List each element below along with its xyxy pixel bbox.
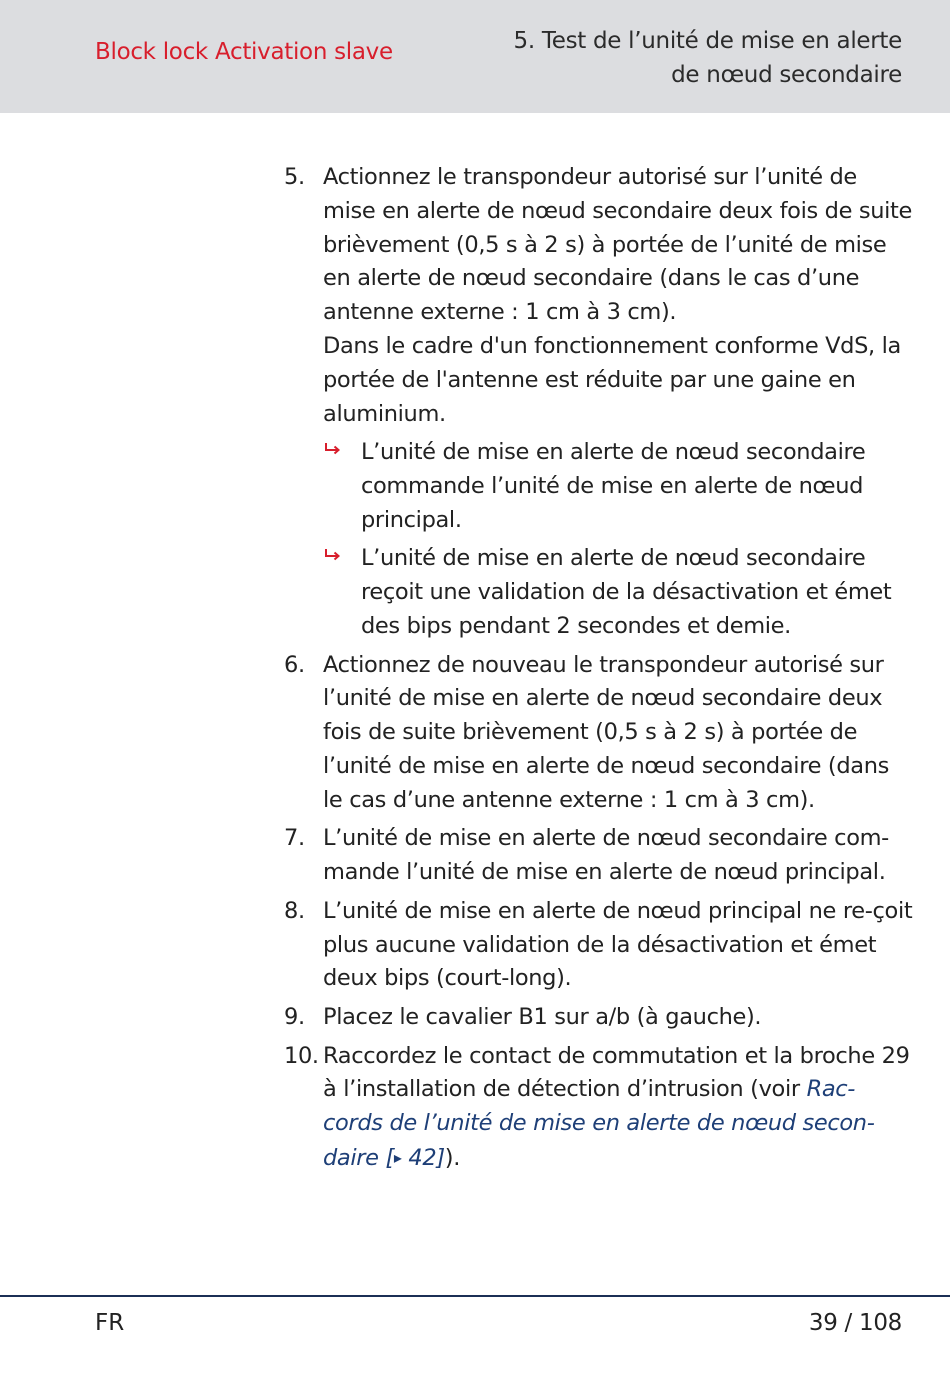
step-text: Placez le cavalier B1 sur a/b (à gauche). — [323, 1003, 762, 1030]
link-page: 42] — [401, 1144, 445, 1171]
step-number: 9. — [284, 1003, 305, 1030]
result-item — [323, 542, 914, 643]
step-10 — [284, 1040, 914, 1176]
step-text — [323, 1040, 914, 1176]
step-text: Actionnez le transpondeur autorisé sur l’unité de mise en alerte de nœud secondaire deux fois de suite brièvement (0,5 s à 2 s) à portée de l’unité de mise en alerte de nœud secondaire (dans le cas d’une antenne externe : 1 cm à 3 cm). — [323, 164, 913, 326]
step-5 — [284, 161, 914, 644]
page-header — [0, 0, 950, 113]
step-text: Actionnez de nouveau le transpondeur autorisé sur l’unité de mise en alerte de nœud secondaire deux fois de suite brièvement (0,5 s à 2 s) à portée de l’unité de mise en alerte de nœud secondaire (dans le cas d’une antenne externe : 1 cm à 3 cm). — [323, 651, 889, 813]
step-number: 5. — [284, 164, 305, 190]
step-number: 10. — [284, 1042, 319, 1069]
result-arrow-icon — [323, 542, 343, 576]
page-number: 39 / 108 — [808, 1310, 902, 1336]
instruction-list — [284, 161, 914, 1180]
step-number: 6. — [284, 651, 305, 678]
section-title: 5. Test de l’unité de mise en alerte de nœud secondaire — [513, 28, 902, 88]
footer-divider — [0, 1295, 950, 1297]
step-text: L’unité de mise en alerte de nœud principal ne re-çoit plus aucune validation de la désactivation et émet deux bips (court-long). — [323, 897, 913, 992]
link-text: Rac-cords de l’unité de mise en alerte de nœud secon-daire [ — [323, 1076, 875, 1171]
step-9 — [284, 1001, 914, 1035]
step-text-after: ). — [444, 1144, 460, 1171]
result-arrow-icon — [323, 436, 343, 470]
step-text: L’unité de mise en alerte de nœud secondaire com-mande l’unité de mise en alerte de nœud principal. — [323, 825, 889, 886]
step-8 — [284, 895, 914, 996]
step-7 — [284, 822, 914, 890]
result-item — [323, 436, 914, 537]
step-number: 7. — [284, 825, 305, 852]
footer-language: FR — [95, 1310, 125, 1336]
step-number: 8. — [284, 897, 305, 924]
step-text-before: Raccordez le contact de commutation et la broche 29 à l’installation de détection d’intrusion (voir — [323, 1042, 910, 1103]
result-text: L’unité de mise en alerte de nœud secondaire reçoit une validation de la désactivation et émet des bips pendant 2 secondes et demie. — [361, 545, 892, 639]
step-6 — [284, 649, 914, 818]
result-text: L’unité de mise en alerte de nœud secondaire commande l’unité de mise en alerte de nœud principal. — [361, 439, 866, 533]
page-ref-arrow-icon: ▸ — [393, 1147, 402, 1167]
document-title: Block lock Activation slave — [95, 39, 393, 65]
step-note: Dans le cadre d'un fonctionnement conforme VdS, la portée de l'antenne est réduite par une gaine en aluminium. — [323, 332, 901, 427]
